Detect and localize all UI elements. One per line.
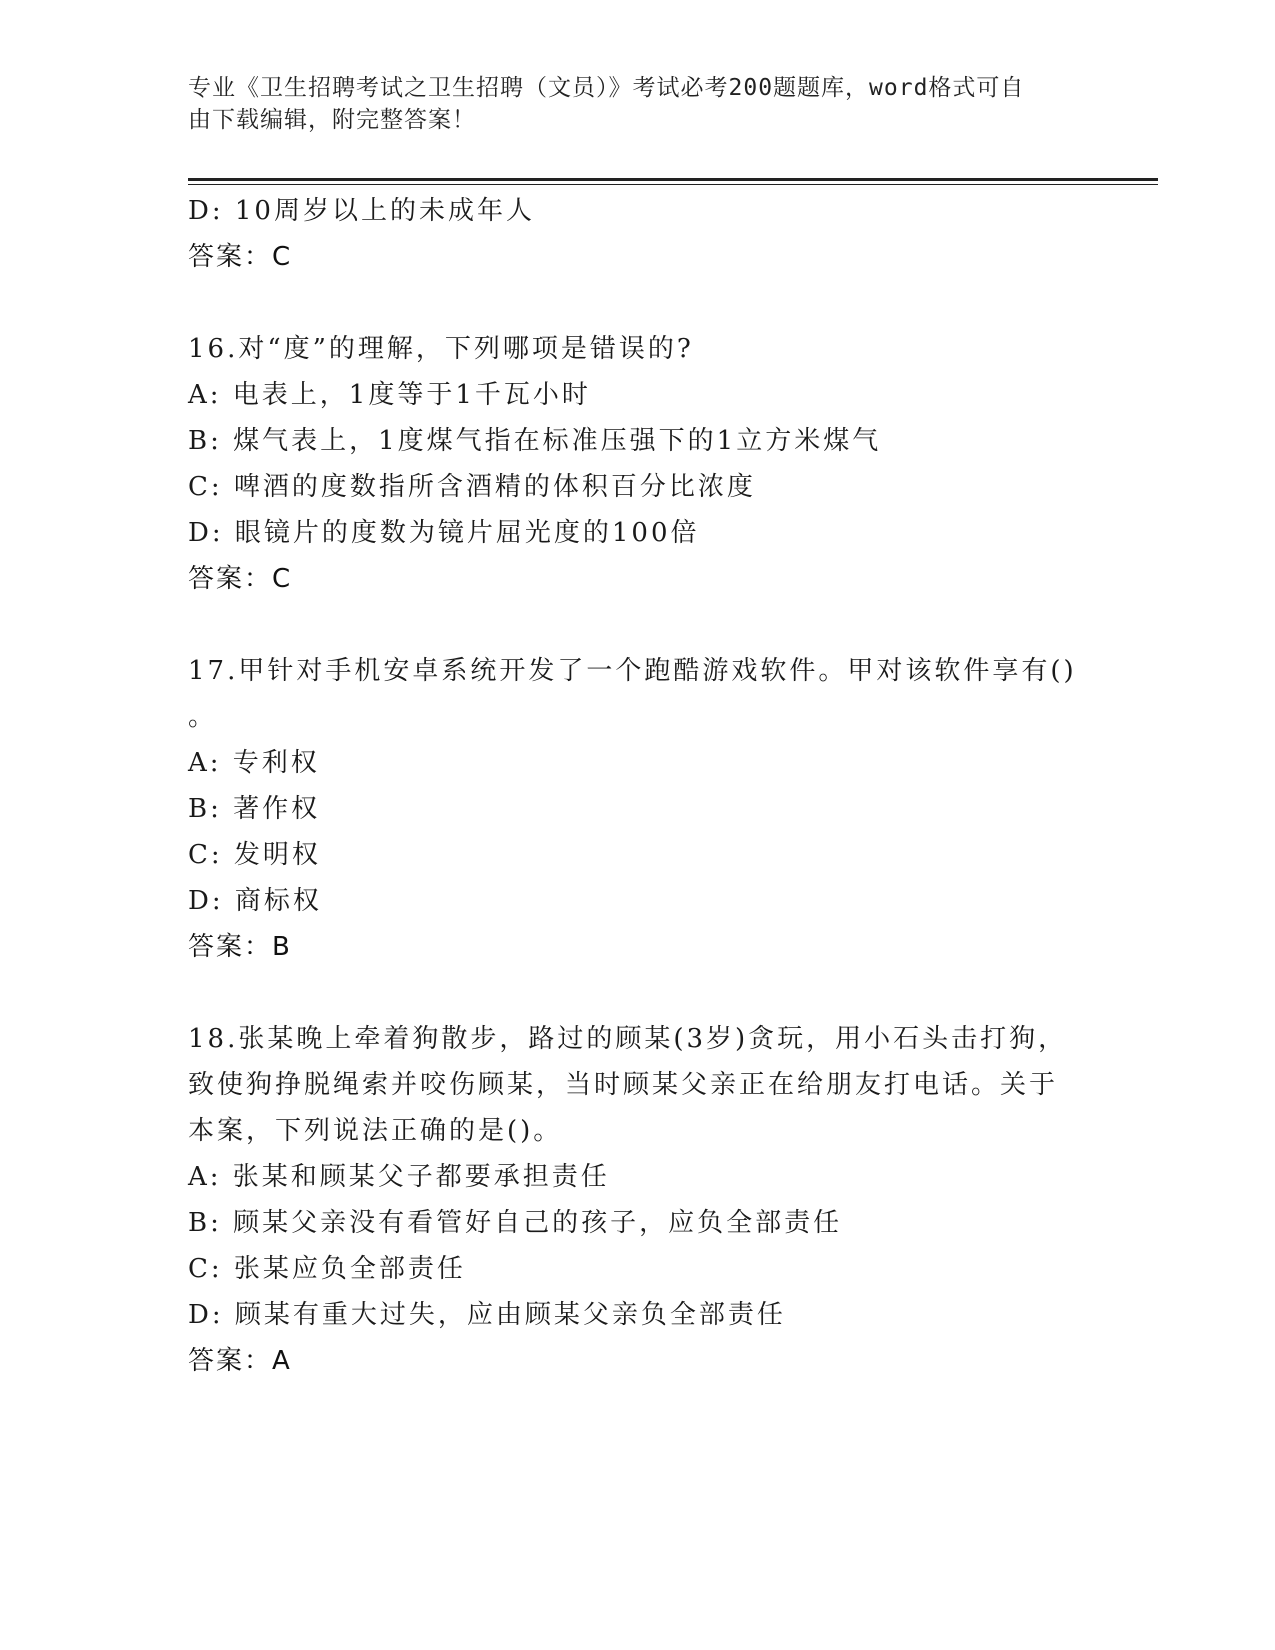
header-line-1: 专业《卫生招聘考试之卫生招聘（文员）》考试必考200题题库，word格式可自 — [188, 75, 1025, 101]
question-stem: 18.张某晚上牵着狗散步，路过的顾某(3岁)贪玩，用小石头击打狗， — [188, 1024, 1068, 1054]
document-body — [188, 188, 1088, 1384]
question-stem: 16.对“度”的理解，下列哪项是错误的? — [188, 334, 694, 364]
document-header — [188, 72, 1068, 136]
question-stem-continued: 。 — [188, 702, 218, 732]
option-a: A: 电表上，1度等于1千瓦小时 — [188, 380, 591, 410]
question-15-tail — [188, 188, 1088, 280]
option-d: D: 眼镜片的度数为镜片屈光度的100倍 — [188, 518, 700, 548]
option-c: C: 啤酒的度数指所含酒精的体积百分比浓度 — [188, 472, 756, 502]
header-divider-thick — [188, 178, 1158, 181]
spacer — [188, 280, 1088, 326]
option-d: D: 顾某有重大过失，应由顾某父亲负全部责任 — [188, 1300, 786, 1330]
option-d: D: 商标权 — [188, 886, 322, 916]
option-a: A: 张某和顾某父子都要承担责任 — [188, 1162, 610, 1192]
answer-line: 答案：B — [188, 932, 292, 962]
answer-line: 答案：A — [188, 1346, 292, 1376]
spacer — [188, 602, 1088, 648]
answer-line: 答案：C — [188, 564, 293, 594]
question-stem-continued: 本案，下列说法正确的是()。 — [188, 1116, 563, 1146]
option-a: A: 专利权 — [188, 748, 320, 778]
question-16 — [188, 326, 1088, 602]
answer-line: 答案：C — [188, 242, 293, 272]
option-d: D: 10周岁以上的未成年人 — [188, 196, 535, 226]
question-stem: 17.甲针对手机安卓系统开发了一个跑酷游戏软件。甲对该软件享有() — [188, 656, 1077, 686]
header-line-2: 由下载编辑，附完整答案！ — [188, 107, 476, 133]
option-c: C: 发明权 — [188, 840, 321, 870]
option-b: B: 著作权 — [188, 794, 321, 824]
header-divider-thin — [188, 184, 1158, 185]
question-17 — [188, 648, 1088, 970]
question-stem-continued: 致使狗挣脱绳索并咬伤顾某，当时顾某父亲正在给朋友打电话。关于 — [188, 1070, 1059, 1100]
option-b: B: 煤气表上，1度煤气指在标准压强下的1立方米煤气 — [188, 426, 882, 456]
option-b: B: 顾某父亲没有看管好自己的孩子，应负全部责任 — [188, 1208, 843, 1238]
spacer — [188, 970, 1088, 1016]
question-18 — [188, 1016, 1088, 1384]
option-c: C: 张某应负全部责任 — [188, 1254, 466, 1284]
